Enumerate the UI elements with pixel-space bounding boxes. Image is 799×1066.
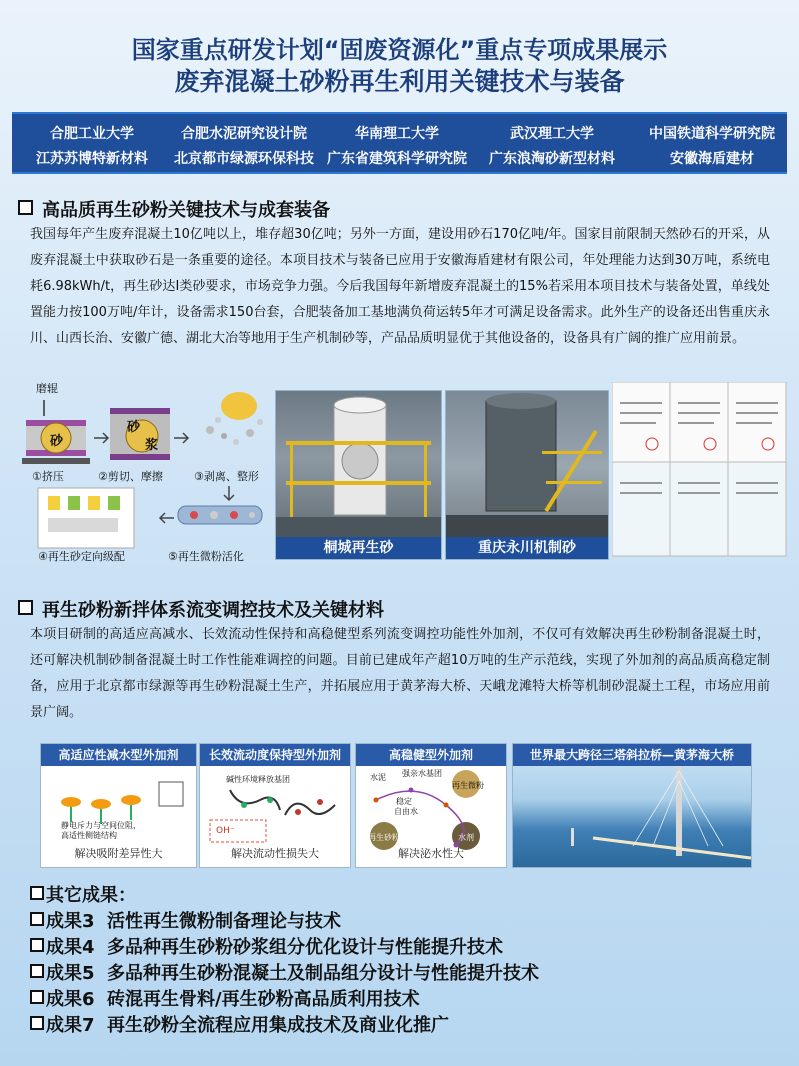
step-label: ②剪切、摩擦 xyxy=(98,470,163,483)
panel-label: 水泥 xyxy=(370,773,386,782)
checkbox-square-icon xyxy=(30,912,44,926)
certificates-collage xyxy=(612,382,787,558)
machine-illustration xyxy=(276,391,441,537)
result-item xyxy=(30,933,503,959)
org-name: 合肥水泥研究设计院 xyxy=(181,126,307,142)
org-name: 广东浪淘砂新型材料 xyxy=(489,151,615,167)
panel-label: 水剂 xyxy=(458,833,474,842)
panel-title: 长效流动度保持型外加剂 xyxy=(200,744,350,766)
photo-caption: 桐城再生砂 xyxy=(276,537,441,559)
certificates-illustration xyxy=(612,382,787,558)
section2-title xyxy=(18,596,384,622)
org-name: 武汉理工大学 xyxy=(510,126,594,142)
chongqing-equipment-photo xyxy=(445,390,609,560)
org-name: 合肥工业大学 xyxy=(50,126,134,142)
panel-title: 高稳健型外加剂 xyxy=(356,744,506,766)
checkbox-square-icon xyxy=(30,990,44,1004)
other-results-title-text: 其它成果： xyxy=(46,885,136,906)
machine-illustration xyxy=(446,391,608,537)
section2-paragraph: 本项目研制的高适应高减水、长效流动性保持和高稳健型系列流变调控功能性外加剂，不仅可有效解决再生砂粉制备混凝土时，还可解决机制砂制备混凝土时工作性能难调控的问题。目前已建成年产超10万吨的生产示范线，实现了外加剂的高品质高稳定制备，应用于北京都市绿源等再生砂粉混凝土生产，并拓展应用于黄茅海大桥、天峨龙滩特大桥等机制砂混凝土工程，市场应用前景广阔。 xyxy=(30,627,770,720)
panel-footer: 解决泌水性大 xyxy=(398,847,464,860)
panel-note: OH⁻ xyxy=(216,826,235,836)
section1-title-text: 高品质再生砂粉关键技术与成套装备 xyxy=(42,200,330,221)
roller-label: 磨辊 xyxy=(36,382,58,395)
result-item xyxy=(30,985,420,1011)
photo-caption: 重庆永川机制砂 xyxy=(446,537,608,559)
step-label: ①挤压 xyxy=(32,470,64,483)
panel-footer: 解决吸附差异性大 xyxy=(74,847,163,860)
result-item xyxy=(30,1011,449,1037)
main-title: 国家重点研发计划“固废资源化”重点专项成果展示 xyxy=(131,36,668,64)
panel-note: 碱性环境释放基团 xyxy=(226,775,290,784)
admixture-panel-2 xyxy=(199,743,351,868)
section2-title-text: 再生砂粉新拌体系流变调控技术及关键材料 xyxy=(42,600,384,621)
panel-label: 稳定 xyxy=(396,797,412,806)
sub-title: 废弃混凝土砂粉再生利用关键技术与装备 xyxy=(174,67,625,96)
checkbox-square-icon xyxy=(18,600,33,615)
result-item xyxy=(30,959,539,985)
result-item-text: 成果4 多品种再生砂粉砂浆组分优化设计与性能提升技术 xyxy=(46,937,504,958)
panel-label: 自由水 xyxy=(394,807,418,816)
org-name: 江苏苏博特新材料 xyxy=(36,151,148,167)
result-item-text: 成果7 再生砂粉全流程应用集成技术及商业化推广 xyxy=(46,1015,450,1036)
org-name: 广东省建筑科学研究院 xyxy=(327,151,467,167)
admixture-panel-3 xyxy=(355,743,507,868)
checkbox-square-icon xyxy=(30,1016,44,1030)
tongcheng-equipment-photo xyxy=(275,390,442,560)
checkbox-square-icon xyxy=(30,964,44,978)
organizations-banner xyxy=(12,112,787,174)
org-name: 安徽海盾建材 xyxy=(670,151,754,167)
checkbox-square-icon xyxy=(18,200,33,215)
panel-label: 强亲水基团 xyxy=(402,769,442,778)
sand-label-2: 砂 xyxy=(127,420,141,435)
other-results-title xyxy=(30,881,136,907)
section1-paragraph: 我国每年产生废弃混凝土10亿吨以上，堆存超30亿吨；另外一方面，建设用砂石170亿吨/年。国家目前限制天然砂石的开采，从废弃混凝土中获取砂石是一条重要的途径。本项目技术与装备已应用于安徽海盾建材有限公司，年处理能力达到30万吨，系统电耗6.98kWh/t，再生砂达I类砂要求，市场竞争力强。今后我国每年新增废弃混凝土的15%若采用本项目技术与装备处置，单线处置能力按100万吨/年计，设备需求150台套，合肥装备加工基地满负荷运转5年才可满足设备需求。此外生产的设备还出售重庆永川、山西长治、安徽广德、湖北大冶等地用于生产机制砂等，产品品质明显优于其他设备的，设备具有广阔的推广应用前景。 xyxy=(30,227,770,346)
result-item-text: 成果3 活性再生微粉制备理论与技术 xyxy=(46,911,342,932)
sand-label: 砂 xyxy=(50,434,64,449)
bridge-title: 世界最大跨径三塔斜拉桥—黄茅海大桥 xyxy=(513,744,751,766)
org-name: 中国铁道科学研究院 xyxy=(649,126,775,142)
admixture-panel-1 xyxy=(40,743,197,868)
panel-label: 再生微粉 xyxy=(452,781,484,790)
panel-footer: 解决流动性损失大 xyxy=(231,847,319,860)
process-diagram xyxy=(14,378,272,563)
bridge-photo xyxy=(512,743,752,868)
panel-label: 再生砂粉 xyxy=(368,833,400,842)
org-name: 北京都市绿源环保科技 xyxy=(174,151,314,167)
checkbox-square-icon xyxy=(30,886,44,900)
step-label: ④再生砂定向级配 xyxy=(38,550,125,563)
step-label: ③剥离、整形 xyxy=(194,470,259,483)
org-name: 华南理工大学 xyxy=(355,126,439,142)
bridge-illustration xyxy=(513,766,751,867)
checkbox-square-icon xyxy=(30,938,44,952)
result-item-text: 成果6 砖混再生骨料/再生砂粉高品质利用技术 xyxy=(46,989,420,1010)
slurry-label: 浆 xyxy=(145,438,159,453)
section1-title xyxy=(18,196,330,222)
step-label: ⑤再生微粉活化 xyxy=(168,550,244,563)
result-item xyxy=(30,907,341,933)
panel-note: 静电斥力与空间位阻， xyxy=(61,821,141,830)
panel-title: 高适应性减水型外加剂 xyxy=(41,744,196,766)
result-item-text: 成果5 多品种再生砂粉混凝土及制品组分设计与性能提升技术 xyxy=(46,963,540,984)
panel-note: 高适性侧链结构 xyxy=(61,831,117,840)
